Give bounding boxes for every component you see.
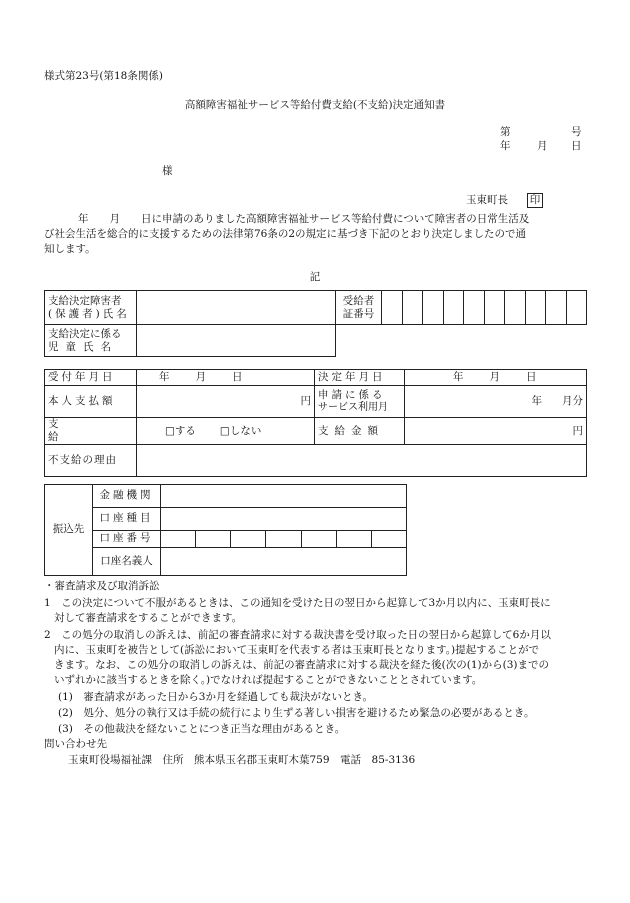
child-name-label: 支給決定に係る 児童氏名 [45, 325, 137, 357]
yen-unit: 円 [572, 424, 583, 437]
note-2-line-2: 内に、玉東町を被告として(訴訟において玉東町を代表する者は玉東町長となります。)提起することがで [54, 644, 540, 656]
recipient-name-field[interactable] [137, 291, 336, 325]
intro-line-2: び社会生活を総合的に支援するための法律第76条の2の規定に基づき下記のとおり決定しましたので通 [44, 228, 527, 240]
certificate-digit[interactable] [484, 291, 505, 325]
seal-mark: 印 [527, 193, 544, 208]
note-1-line-2: 対して審査請求をすることができます。 [54, 612, 243, 624]
issuer [466, 193, 543, 208]
contact-line: 玉東町役場福祉課 住所 熊本県玉名郡玉東町木葉759 電話 85-3136 [68, 754, 416, 766]
self-pay-label: 本人支払額 [45, 386, 137, 418]
certificate-digit[interactable] [505, 291, 526, 325]
decision-date-label: 決定年月日 [315, 370, 405, 386]
bank-name-field[interactable] [161, 485, 407, 508]
account-type-field[interactable] [161, 508, 407, 531]
intro-line-3: 知します。 [44, 243, 96, 255]
account-number-digit[interactable] [301, 531, 336, 548]
account-holder-field[interactable] [161, 548, 407, 576]
note-2-line-1: 2 この処分の取消しの訴えは、前記の審査請求に対する裁決書を受け取った日の翌日から起算して6か月以 [44, 629, 551, 641]
nonpayment-reason-label: 不支給の理由 [45, 445, 137, 477]
decision-date-field[interactable]: 年 月 日 [405, 370, 587, 386]
ki-heading: 記 [309, 271, 321, 283]
certificate-digit[interactable] [525, 291, 546, 325]
note-1-line-1: 1 この決定について不服があるときは、この通知を受けた日の翌日から起算して3か月以内に、玉東町長に [44, 597, 551, 609]
bank-name-label: 金融機関 [93, 485, 161, 508]
received-date-label: 受付年月日 [45, 370, 137, 386]
note-sub-2: (2) 処分、処分の執行又は手続の続行により生ずる著しい損害を避けるため緊急の必要があるとき。 [58, 707, 535, 719]
certificate-digit[interactable] [443, 291, 464, 325]
account-number-digit[interactable] [266, 531, 301, 548]
payment-label: 支給 [45, 418, 137, 445]
date-year: 年 [500, 140, 511, 152]
account-number-label: 口座番号 [93, 531, 161, 548]
account-number-digit[interactable] [161, 531, 196, 548]
received-date-field[interactable]: 年 月 日 [137, 370, 315, 386]
certificate-digit[interactable] [402, 291, 423, 325]
account-number-digit[interactable] [196, 531, 231, 548]
payment-no-checkbox[interactable]: □しない [219, 424, 262, 437]
certificate-digit[interactable] [382, 291, 403, 325]
bank-table [44, 484, 407, 576]
payment-choice [137, 418, 315, 445]
certificate-number-label: 受給者 証番号 [336, 291, 382, 325]
intro-line-1: 年 月 日に申請のありました高額障害福祉サービス等給付費について障害者の日常生活及 [78, 213, 530, 225]
yen-unit: 円 [300, 394, 311, 407]
certificate-digit[interactable] [464, 291, 485, 325]
self-pay-field[interactable] [137, 386, 315, 418]
payment-amount-field[interactable] [405, 418, 587, 445]
account-number-digit[interactable] [371, 531, 406, 548]
child-name-field[interactable] [137, 325, 336, 357]
recipient-name-label: 支給決定障害者 (保護者)氏名 [45, 291, 137, 325]
nonpayment-reason-field[interactable] [137, 445, 587, 477]
certificate-digit[interactable] [423, 291, 444, 325]
recipient-table [44, 290, 587, 357]
decision-table [44, 369, 587, 477]
certificate-digit[interactable] [546, 291, 567, 325]
number-go: 号 [571, 126, 582, 138]
document-title: 高額障害福祉サービス等給付費支給(不支給)決定通知書 [184, 99, 446, 111]
note-2-line-3: きます。なお、この処分の取消しの訴えは、前記の審査請求に対する裁決を経た後(次の(1)から(3)までの [54, 659, 550, 671]
note-2-line-4: いずれかに該当するときを除く。)でなければ提起することができないこととされています。 [54, 674, 483, 686]
payment-amount-label: 支給金額 [315, 418, 405, 445]
form-id: 様式第23号(第18条関係) [44, 70, 163, 82]
contact-heading: 問い合わせ先 [44, 738, 107, 750]
date-day: 日 [571, 140, 582, 152]
account-holder-label: 口座名義人 [93, 548, 161, 576]
account-number-digit[interactable] [231, 531, 266, 548]
account-type-label: 口座種目 [93, 508, 161, 531]
service-month-label: 申請に係る サービス利用月 [315, 386, 405, 418]
recipient-suffix: 様 [162, 165, 173, 177]
note-sub-3: (3) その他裁決を経ないことにつき正当な理由があるとき。 [58, 723, 346, 735]
date-month: 月 [537, 140, 548, 152]
transfer-destination-label: 振込先 [45, 485, 93, 576]
service-month-field[interactable]: 年 月分 [405, 386, 587, 418]
payment-yes-checkbox[interactable]: □する [165, 424, 196, 437]
issuer-name: 玉東町長 [466, 194, 508, 206]
account-number-digit[interactable] [336, 531, 371, 548]
notes-heading: ・審査請求及び取消訴訟 [44, 580, 160, 592]
number-dai: 第 [500, 126, 511, 138]
note-sub-1: (1) 審査請求があった日から3か月を経過しても裁決がないとき。 [58, 691, 374, 703]
certificate-digit[interactable] [566, 291, 587, 325]
